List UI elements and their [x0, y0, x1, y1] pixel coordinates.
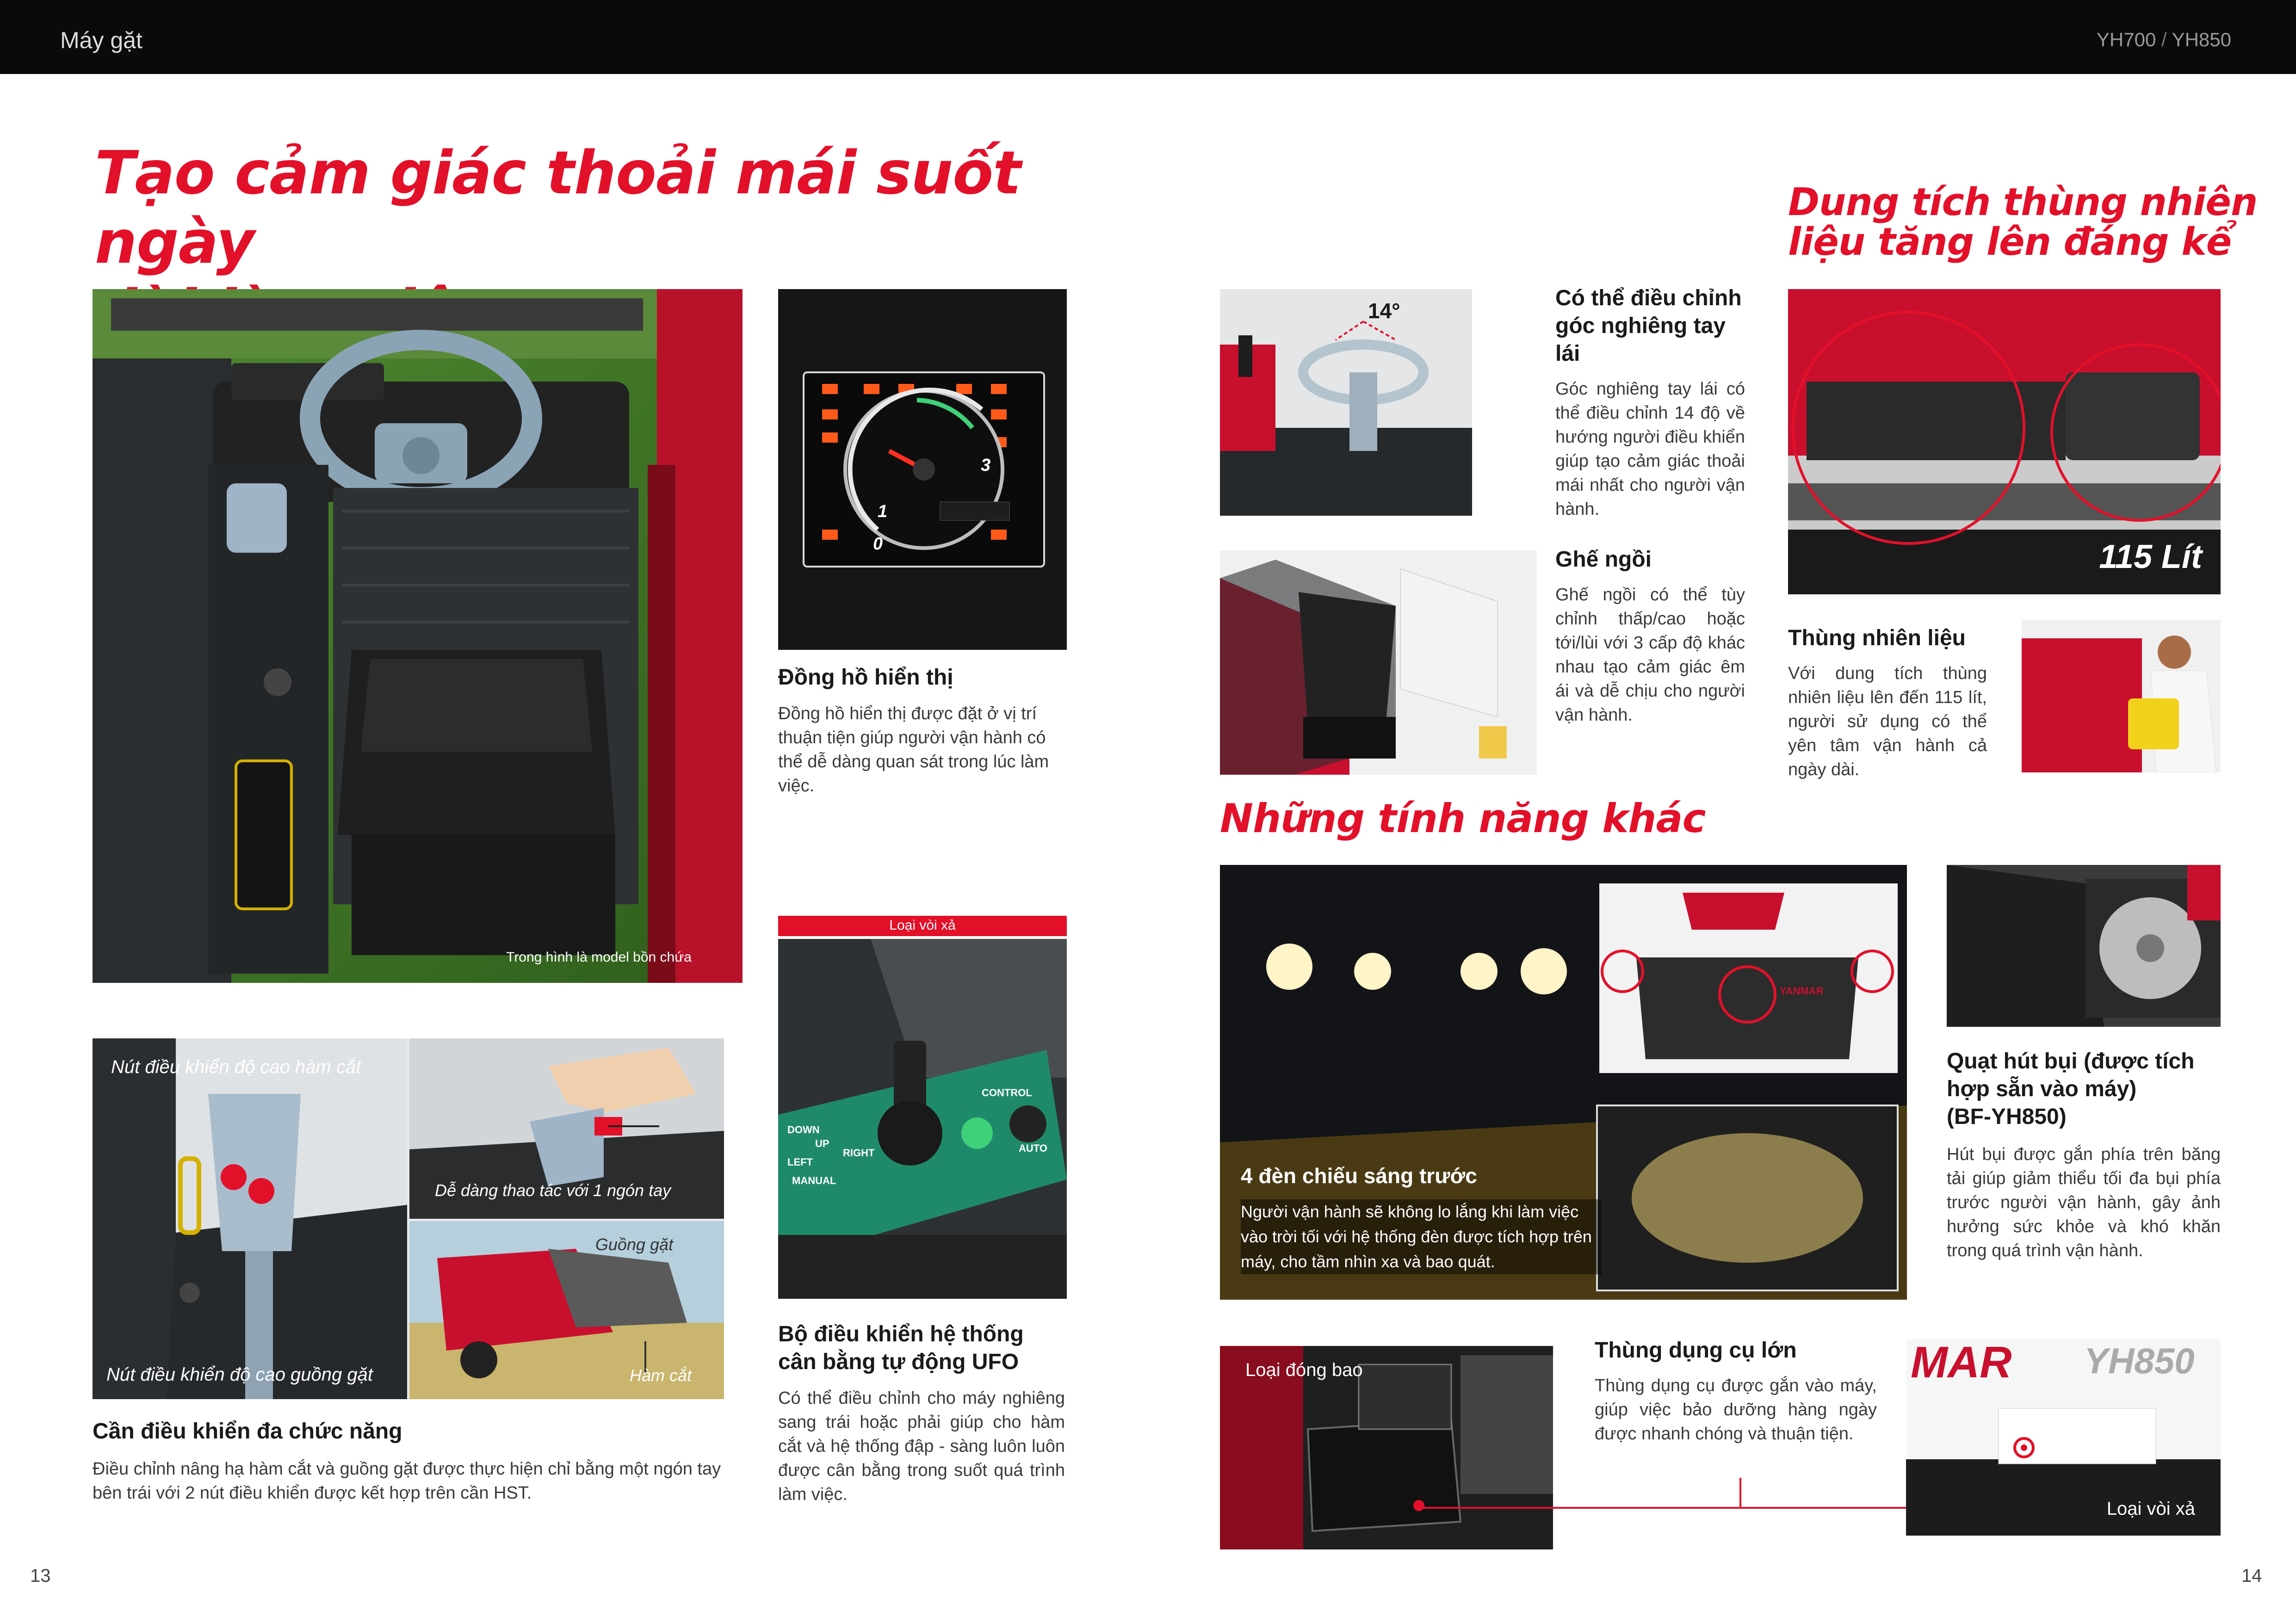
steering-title-line1: Có thể điều chỉnh: [1555, 286, 1742, 310]
toolbox-section: [1595, 1337, 1877, 1446]
cutter-height-button-label: Nút điều khiển độ cao hàm cắt: [111, 1057, 361, 1077]
lights-photo-brand: YANMAR: [1780, 985, 1824, 997]
machine-brand-text: MAR: [1911, 1339, 2012, 1387]
lever-title: Cần điều khiển đa chức năng: [93, 1419, 402, 1444]
ufo-body: Có thể điều chỉnh cho máy nghiêng sang trái hoặc phải giúp cho hàm cắt và hệ thống đập - sàng luôn luôn được cân bằng trong suốt quá trình làm việc.: [778, 1388, 1065, 1504]
gauge-illustration: [778, 289, 1067, 650]
dust-fan-title-line2: hợp sẵn vào máy): [1947, 1077, 2137, 1101]
ufo-title-line2: cân bằng tự động UFO: [778, 1350, 1019, 1374]
lights-section: [1241, 1163, 1602, 1274]
seat-body: Ghế ngồi có thể tùy chỉnh thấp/cao hoặc tới/lùi với 3 cấp độ khác nhau tạo cảm giác êm ái và dễ chịu cho người vận hành.: [1555, 585, 1745, 725]
fuel-subtitle: Thùng nhiên liệu: [1788, 626, 1966, 650]
ufo-panel-manual-label: MANUAL: [792, 1175, 836, 1186]
outlet-photo: [1906, 1339, 2221, 1536]
left-page-title: Tạo cảm giác thoải mái suốt ngày: [95, 139, 1021, 277]
steering-body: Góc nghiêng tay lái có thể điều chỉnh 14 độ về hướng người điều khiển giúp tạo cảm giác thoải mái nhất cho người vận hành.: [1555, 379, 1745, 519]
lights-body: Người vận hành sẽ không lo lắng khi làm việc vào trời tối với hệ thống đèn được tích hợp trên máy, cho tầm nhìn xa và bao quát.: [1241, 1199, 1602, 1274]
model-names: YH700 / YH850: [2096, 29, 2231, 50]
cutter-label: Hàm cắt: [629, 1366, 692, 1385]
refuel-illustration: [2022, 620, 2221, 772]
dust-fan-body: Hút bụi được gắn phía trên băng tải giúp giảm thiểu tối đa bụi phía trước người vận hành, gây ảnh hưởng sức khỏe và khó khăn trong quá trình vận hành.: [1947, 1145, 2221, 1260]
reel-label: Guồng gặt: [595, 1235, 673, 1254]
toolbox-title: Thùng dụng cụ lớn: [1595, 1338, 1797, 1363]
ufo-panel-control-label: CONTROL: [982, 1087, 1032, 1098]
dust-fan-section: [1947, 1048, 2221, 1263]
top-bar: [0, 0, 2296, 74]
gauge-photo: [778, 289, 1067, 650]
page-number-left: 13: [30, 1566, 51, 1586]
ufo-panel-right-label: RIGHT: [843, 1147, 875, 1159]
fuel-body: Với dung tích thùng nhiên liệu lên đến 115 lít, người sử dụng có thể yên tâm vận hành cả ngày dài.: [1788, 664, 1987, 779]
steering-title-line2: góc nghiêng tay lái: [1555, 314, 1726, 366]
lights-title: 4 đèn chiếu sáng trước: [1241, 1164, 1477, 1188]
fuel-capacity: 115 Lít: [2099, 538, 2202, 575]
gauge-title: Đồng hồ hiển thị: [778, 665, 953, 690]
fuel-tank-photo: [1788, 289, 2221, 594]
dust-fan-illustration: [1947, 865, 2221, 1027]
lights-photo: [1220, 865, 1907, 1300]
outlet-type-badge: Loại vòi xả: [778, 916, 1067, 936]
lever-photo-group: [93, 1038, 724, 1399]
cockpit-illustration: [93, 289, 743, 983]
ufo-title-line1: Bộ điều khiển hệ thống: [778, 1322, 1024, 1346]
ufo-panel-illustration: [778, 939, 1067, 1299]
dust-fan-title-line3: (BF-YH850): [1947, 1105, 2067, 1129]
fuel-title: Dung tích thùng nhiên liệu tăng lên đáng kể: [1788, 180, 2258, 264]
section-title: Máy gặt: [60, 27, 142, 53]
machine-model-text: YH850: [2084, 1340, 2195, 1381]
steering-section: [1555, 284, 1745, 521]
connector-tick: [1739, 1478, 1741, 1508]
toolbox-bagging-label: Loại đóng bao: [1245, 1360, 1363, 1380]
reel-height-button-label: Nút điều khiển độ cao guồng gặt: [106, 1364, 373, 1385]
toolbox-body: Thùng dụng cụ được gắn vào máy, giúp việc bảo dưỡng hàng ngày được nhanh chóng và thuận tiện.: [1595, 1376, 1877, 1444]
lever-illustration: [93, 1038, 407, 1399]
ufo-panel-up-label: UP: [815, 1138, 829, 1149]
dust-fan-photo: [1947, 865, 2221, 1027]
gauge-tick-1: 1: [878, 502, 888, 521]
other-features-heading: Những tính năng khác: [1220, 796, 1706, 842]
gauge-tick-0: 0: [873, 534, 883, 554]
page-number-right: 14: [2241, 1566, 2262, 1586]
lever-photo: [93, 1038, 407, 1399]
seat-title: Ghế ngồi: [1555, 547, 1652, 572]
lever-body: Điều chỉnh nâng hạ hàm cắt và guồng gặt được thực hiện chỉ bằng một ngón tay bên trái với 2 nút điều khiển được kết hợp trên cần HST.: [93, 1459, 721, 1503]
steering-photo: [1220, 289, 1472, 516]
lever-section: [93, 1418, 740, 1505]
seat-illustration: [1220, 550, 1537, 775]
ufo-section: [778, 1321, 1065, 1506]
seat-section: [1555, 546, 1745, 727]
toolbox-photo: [1220, 1346, 1553, 1549]
reel-photo: [409, 1221, 724, 1399]
ufo-panel-down-label: DOWN: [787, 1124, 820, 1135]
fuel-section: [1788, 624, 1987, 782]
outlet-type-label: Loại vòi xả: [2106, 1499, 2195, 1519]
steering-tilt-illustration: [1220, 289, 1472, 516]
steering-angle-label: 14°: [1368, 299, 1400, 323]
dust-fan-title-line1: Quạt hút bụi (được tích: [1947, 1049, 2195, 1074]
finger-photo: [409, 1038, 724, 1219]
refuel-photo: [2022, 620, 2221, 772]
cockpit-photo: [93, 289, 743, 983]
one-finger-label: Dễ dàng thao tác với 1 ngón tay: [435, 1181, 671, 1200]
ufo-panel-auto-label: AUTO: [1019, 1142, 1047, 1154]
cockpit-photo-caption: Trong hình là model bồn chứa: [506, 950, 692, 965]
ufo-photo: [778, 939, 1067, 1299]
seat-photo: [1220, 550, 1537, 775]
gauge-tick-3: 3: [981, 456, 991, 475]
gauge-body: Đồng hồ hiển thị được đặt ở vị trí thuận tiện giúp người vận hành có thể dễ dàng quan sát trong lúc làm việc.: [778, 704, 1049, 796]
gauge-section: [778, 664, 1070, 798]
ufo-panel-left-label: LEFT: [787, 1156, 813, 1168]
